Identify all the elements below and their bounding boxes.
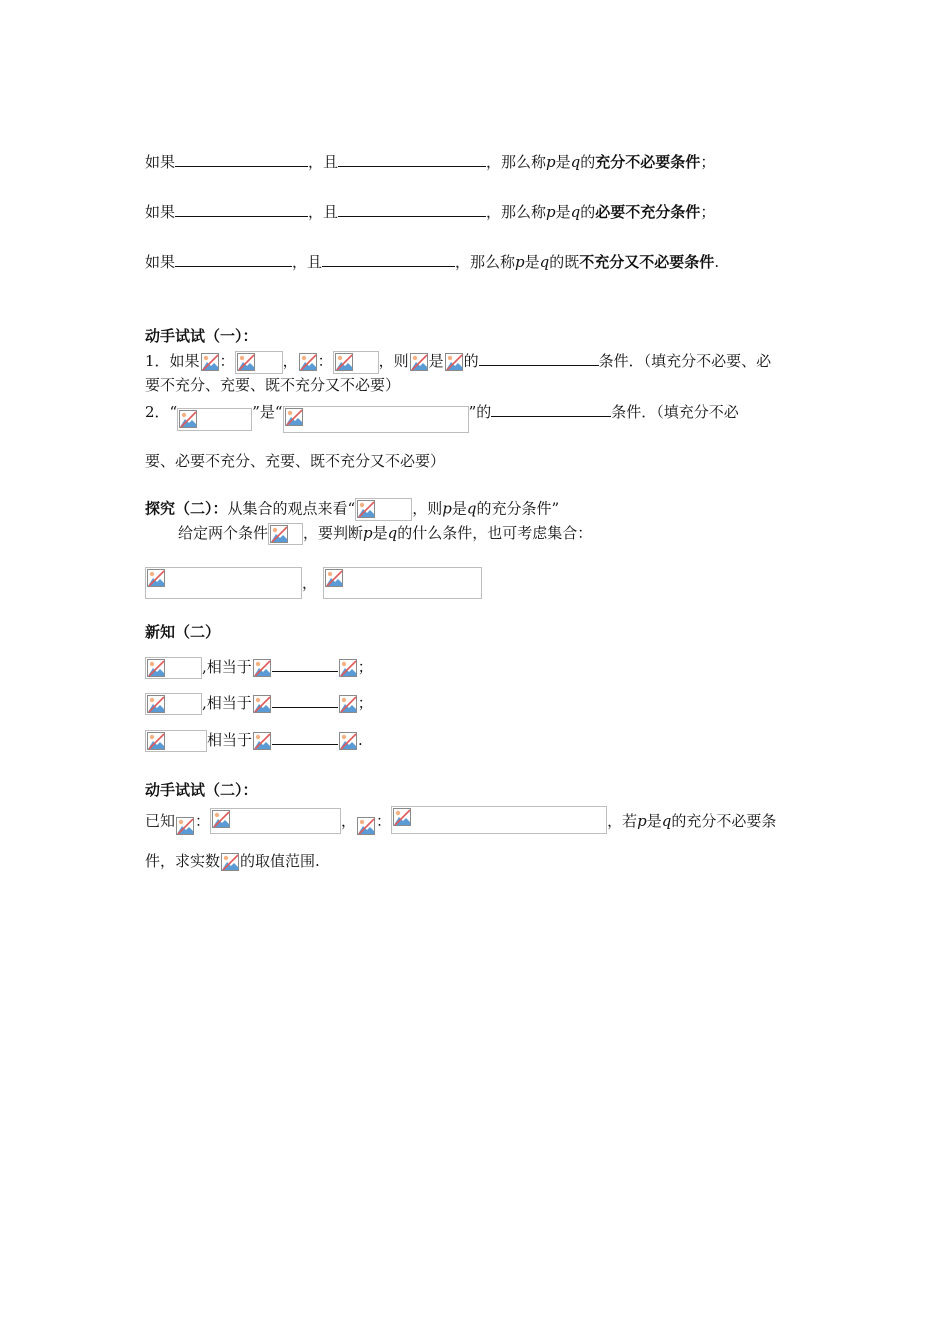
text: ： [219,352,235,370]
fill-blank[interactable] [338,151,486,167]
broken-image-icon [357,500,375,518]
broken-image-icon [200,352,220,372]
formula-image [333,351,379,374]
var-q: q [387,524,398,542]
text: 相当于 [207,731,253,749]
explore2-line2 [178,523,592,545]
new2-title: 新知（二） [145,623,221,641]
var-p: p [637,812,647,830]
text: ； [357,658,373,676]
text: ，若 [607,812,638,830]
formula-image [210,808,341,834]
text: 的 [580,153,596,171]
text: ： [195,812,211,830]
text: 是 [428,352,444,370]
fill-blank[interactable] [272,656,338,672]
formula-image [145,730,207,752]
text: ，且 [308,203,339,221]
def-line-3 [145,251,719,272]
formula-image [283,406,469,433]
text: ”是“ [252,403,283,421]
broken-image-icon [393,808,411,826]
fill-blank[interactable] [175,251,292,267]
broken-image-icon [147,695,165,713]
text: 的充分不必要条 [671,812,777,830]
broken-image-icon [252,694,272,714]
var-p: p [442,499,452,518]
var-q: q [570,153,581,171]
new2-row-2 [145,692,373,715]
formula-image [177,408,252,431]
broken-image-icon [285,408,303,426]
text: 条件．（填充分不必要、必 [598,352,772,370]
text: 的既 [549,253,580,271]
text: 的什么条件，也可考虑集合： [397,524,593,542]
def-line-2 [145,201,715,222]
new2-row-3 [145,729,363,752]
broken-image-icon [252,731,272,751]
fill-blank[interactable] [479,350,599,366]
broken-image-icon [212,810,230,828]
text: 是 [555,153,571,171]
formula-image [268,523,303,545]
text: 的取值范围. [240,852,320,870]
explore2-sets [145,567,482,599]
text: 1．如果 [145,352,200,370]
text: 从集合的观点来看“ [227,499,356,518]
formula-image [391,806,607,834]
text: 的 [463,352,479,370]
text: ,相当于 [202,658,252,676]
broken-image-icon [270,525,288,543]
var-p: p [546,153,556,171]
text: ， [282,352,298,370]
broken-image-icon [338,731,358,751]
explore2-title: 探究（二）： [145,499,228,518]
broken-image-icon [298,352,318,372]
text: ， [302,574,318,592]
text: ，且 [308,153,339,171]
fill-blank[interactable] [272,729,338,745]
fill-blank[interactable] [491,401,611,417]
text: 件，求实数 [145,852,221,870]
try1-q2 [145,401,739,433]
fill-blank[interactable] [175,201,308,217]
try1-q2-cont: 要、必要不充分、充要、既不充分又不必要） [145,452,446,470]
text: ，且 [292,253,323,271]
text: ，则 [378,352,409,370]
formula-image [323,567,482,599]
try1-q1-cont: 要不充分、充要、既不充分又不必要） [145,376,401,394]
text: ，则 [412,499,443,518]
broken-image-icon [356,816,376,836]
broken-image-icon [237,353,255,371]
text: ： [376,812,392,830]
var-q: q [539,253,550,271]
new2-row-1 [145,656,373,679]
text: 已知 [145,812,176,830]
text: 如果 [145,153,176,171]
text: ； [357,694,373,712]
broken-image-icon [175,816,195,836]
def-line-1 [145,151,715,172]
text: ，那么称 [486,203,547,221]
text: 是 [451,499,467,518]
text: ”的 [468,403,492,421]
try2-line2 [145,851,320,872]
broken-image-icon [220,852,240,872]
text: ，那么称 [486,153,547,171]
broken-image-icon [179,410,197,428]
var-p: p [546,203,556,221]
text: 如果 [145,203,176,221]
formula-image [235,351,283,374]
text: ，要判断 [303,524,364,542]
try1-q1 [145,350,771,374]
text: ； [700,153,716,171]
formula-image [145,567,302,599]
fill-blank[interactable] [322,251,455,267]
text: 如果 [145,253,176,271]
broken-image-icon [409,352,429,372]
try2-line1 [145,806,776,836]
var-p: p [363,524,373,542]
try2-title: 动手试试（二）： [145,781,258,799]
broken-image-icon [147,659,165,677]
var-p: p [515,253,525,271]
text: 的 [580,203,596,221]
text: . [714,253,720,271]
broken-image-icon [147,569,165,587]
formula-image [355,498,412,521]
formula-image [145,657,202,679]
broken-image-icon [338,658,358,678]
bold-term: 必要不充分条件 [595,203,701,221]
formula-image [145,693,202,715]
text: 是 [372,524,388,542]
fill-blank[interactable] [272,692,338,708]
text: 条件．（填充分不必 [611,403,739,421]
text: 2．“ [145,403,178,421]
text: . [358,731,363,749]
text: ； [700,203,716,221]
text: 给定两个条件 [178,524,269,542]
var-q: q [570,203,581,221]
var-q: q [466,499,477,518]
text: 是 [524,253,540,271]
broken-image-icon [325,569,343,587]
var-q: q [661,812,672,830]
bold-term: 充分不必要条件 [595,153,701,171]
bold-term: 不充分又不必要条件 [579,253,715,271]
fill-blank[interactable] [175,151,308,167]
try1-title: 动手试试（一）： [145,327,258,345]
broken-image-icon [338,694,358,714]
fill-blank[interactable] [338,201,486,217]
text: 是 [646,812,662,830]
broken-image-icon [252,658,272,678]
text: ，那么称 [455,253,516,271]
broken-image-icon [444,352,464,372]
text: 是 [555,203,571,221]
broken-image-icon [335,353,353,371]
explore2-heading [145,498,559,521]
broken-image-icon [147,732,165,750]
text: ， [341,812,357,830]
text: ： [317,352,333,370]
text: ,相当于 [202,694,252,712]
text: 的充分条件” [476,499,560,518]
